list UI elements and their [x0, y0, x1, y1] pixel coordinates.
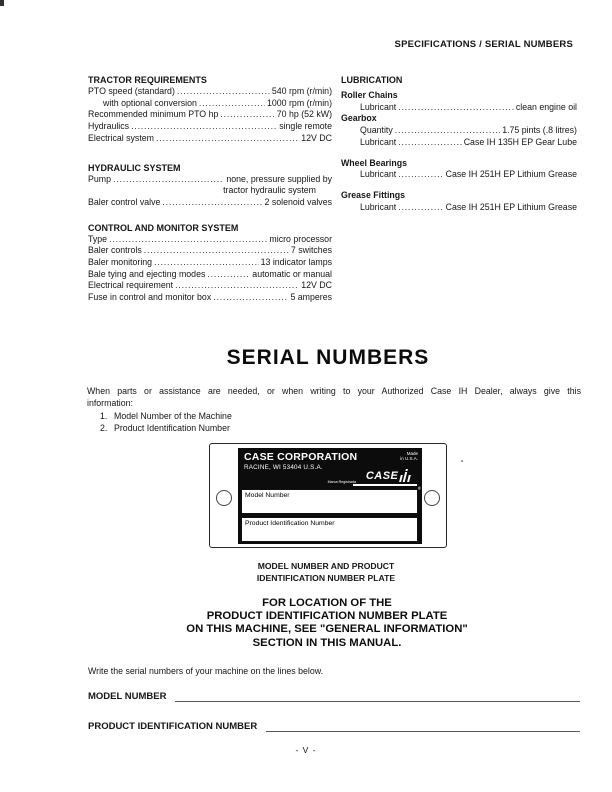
write-note: Write the serial numbers of your machine on the lines below.	[88, 666, 324, 676]
mounting-hole-icon	[216, 490, 232, 506]
dot-leader	[398, 102, 514, 114]
serial-numbers-title: SERIAL NUMBERS	[226, 346, 430, 369]
scan-artifact	[0, 0, 4, 6]
intro-line: information:	[87, 398, 133, 409]
model-number-write-line	[175, 690, 580, 702]
spec-value: Case IH 135H EP Gear Lube	[463, 136, 577, 147]
lubrication-subhead: Gearbox	[341, 113, 377, 124]
spec-label: Baler control valve	[88, 196, 161, 207]
mounting-hole-icon	[424, 490, 440, 506]
spec-row	[88, 174, 332, 186]
spec-label: Lubricant	[360, 136, 397, 147]
spec-label: Electrical requirement	[88, 280, 174, 291]
spec-row	[341, 137, 577, 149]
product-id-fill-row	[88, 720, 580, 732]
plate-marca-registrada: Marca Registrada	[327, 479, 356, 484]
product-id-write-line	[266, 720, 580, 732]
dot-leader	[131, 121, 277, 133]
spec-value: Case IH 251H EP Lithium Grease	[445, 169, 577, 180]
spec-row	[88, 280, 332, 292]
spec-value: none, pressure supplied by	[226, 173, 332, 184]
dot-leader	[156, 133, 299, 145]
spec-row	[341, 102, 577, 114]
dot-leader	[162, 197, 262, 209]
plate-panel	[238, 448, 422, 544]
spec-label: Pump	[88, 173, 111, 184]
spec-continuation: tractor hydraulic system	[223, 185, 316, 196]
spec-value: 540 rpm (r/min)	[271, 86, 332, 96]
lubrication-subhead: Grease Fittings	[341, 189, 406, 200]
spec-label: Baler monitoring	[88, 257, 153, 268]
spec-row	[88, 86, 332, 98]
spec-label: Lubricant	[360, 101, 397, 112]
spec-value: 12V DC	[301, 280, 332, 291]
spec-label: Fuse in control and monitor box	[88, 292, 212, 303]
spec-value: clean engine oil	[515, 101, 577, 112]
product-id-label: PRODUCT IDENTIFICATION NUMBER	[88, 721, 258, 732]
specs-left-column	[88, 74, 332, 304]
spec-row	[88, 133, 332, 145]
dot-leader	[144, 245, 289, 257]
spec-row	[88, 292, 332, 304]
spec-label: Quantity	[360, 125, 393, 136]
spec-row	[88, 197, 332, 209]
spec-row	[341, 125, 577, 137]
dot-leader	[220, 109, 274, 121]
lubrication-group	[341, 90, 577, 113]
intro-line: When parts or assistance are needed, or when writing to your Authorized Case IH Dealer, always give this	[87, 386, 581, 396]
list-number: 2.	[100, 422, 108, 433]
id-plate	[209, 443, 447, 548]
dot-leader	[398, 169, 443, 181]
dot-leader	[395, 125, 500, 137]
spec-label: Baler controls	[88, 245, 142, 256]
location-notice: FOR LOCATION OF THE PRODUCT IDENTIFICATION NUMBER PLATE ON THIS MACHINE, SEE "GENERAL INFORMATION" SECTION IN THIS MANUAL.	[186, 597, 468, 649]
plate-product-id-box: Product Identification Number	[241, 517, 418, 542]
lubrication-group	[341, 190, 577, 213]
dot-leader	[213, 292, 288, 304]
list-text: Model Number of the Machine	[114, 410, 232, 421]
spec-label: Bale tying and ejecting modes	[88, 268, 206, 279]
spec-value: 12V DC	[301, 132, 332, 143]
lubrication-group	[341, 158, 577, 181]
spec-row	[88, 121, 332, 133]
plate-company: CASE CORPORATION	[244, 451, 358, 463]
spec-label: Hydraulics	[88, 121, 130, 132]
dot-leader	[109, 234, 267, 246]
spec-value: Case IH 251H EP Lithium Grease	[445, 201, 577, 212]
spec-value: 2 solenoid valves	[264, 196, 332, 207]
dot-leader	[154, 257, 259, 269]
lubrication-group	[341, 113, 577, 148]
plate-address: RACINE, WI 53404 U.S.A.	[244, 464, 323, 471]
spec-label: with optional conversion	[103, 97, 197, 108]
section-heading: TRACTOR REQUIREMENTS	[88, 75, 207, 85]
spec-row	[341, 169, 577, 181]
dot-leader	[398, 137, 462, 149]
spec-value: 70 hp (52 kW)	[276, 109, 332, 120]
section-heading: LUBRICATION	[341, 75, 403, 85]
section-heading: CONTROL AND MONITOR SYSTEM	[88, 222, 239, 233]
dot-leader	[175, 280, 299, 292]
spec-row	[88, 98, 332, 110]
plate-caption: MODEL NUMBER AND PRODUCT IDENTIFICATION NUMBER PLATE	[256, 561, 396, 583]
spec-label: Type	[88, 233, 108, 244]
case-ih-logo	[366, 471, 410, 482]
page-number: - V -	[295, 745, 317, 755]
spec-value: 1.75 pints (.8 litres)	[502, 125, 577, 136]
spec-value: micro processor	[269, 233, 332, 244]
dot-leader	[113, 174, 224, 186]
spec-value: automatic or manual	[252, 268, 332, 279]
spec-label: PTO speed (standard)	[88, 86, 175, 96]
spec-row	[88, 234, 332, 246]
specs-right-column	[341, 74, 577, 213]
spec-row	[88, 109, 332, 121]
plate-made-in: Made in U.S.A.	[400, 451, 418, 462]
model-number-fill-row	[88, 690, 580, 702]
dot-leader	[177, 86, 270, 98]
model-number-label: MODEL NUMBER	[88, 691, 167, 702]
dot-leader	[398, 202, 443, 214]
spec-row	[88, 257, 332, 269]
spec-label: Lubricant	[360, 169, 397, 180]
list-item	[87, 410, 581, 422]
list-number: 1.	[100, 410, 108, 421]
spec-value: 5 amperes	[290, 292, 332, 303]
page-header: SPECIFICATIONS / SERIAL NUMBERS	[394, 39, 573, 50]
section-heading: HYDRAULIC SYSTEM	[88, 162, 181, 173]
spec-value: 7 switches	[290, 245, 332, 256]
lubrication-subhead: Wheel Bearings	[341, 157, 407, 168]
registered-trademark-icon: ®	[417, 485, 421, 491]
list-item	[87, 422, 581, 434]
serial-intro	[87, 385, 581, 434]
spec-value: 1000 rpm (r/min)	[266, 97, 332, 108]
case-ih-logo-bar-icon	[407, 475, 411, 482]
spec-label: Lubricant	[360, 201, 397, 212]
spec-label: Electrical system	[88, 132, 154, 143]
plate-model-number-box: Model Number	[241, 489, 418, 514]
lubrication-subhead: Roller Chains	[341, 90, 398, 100]
list-text: Product Identification Number	[114, 422, 230, 433]
logo-underline	[353, 484, 417, 486]
spec-row	[88, 245, 332, 257]
spec-row	[88, 269, 332, 281]
scan-artifact	[461, 460, 463, 462]
dot-leader	[207, 269, 250, 281]
dot-leader	[199, 98, 265, 110]
spec-value: single remote	[279, 121, 332, 132]
spec-row	[341, 202, 577, 214]
spec-value: 13 indicator lamps	[260, 257, 332, 268]
case-ih-logo-text: CASE	[365, 470, 399, 482]
spec-label: Recommended minimum PTO hp	[88, 109, 219, 120]
